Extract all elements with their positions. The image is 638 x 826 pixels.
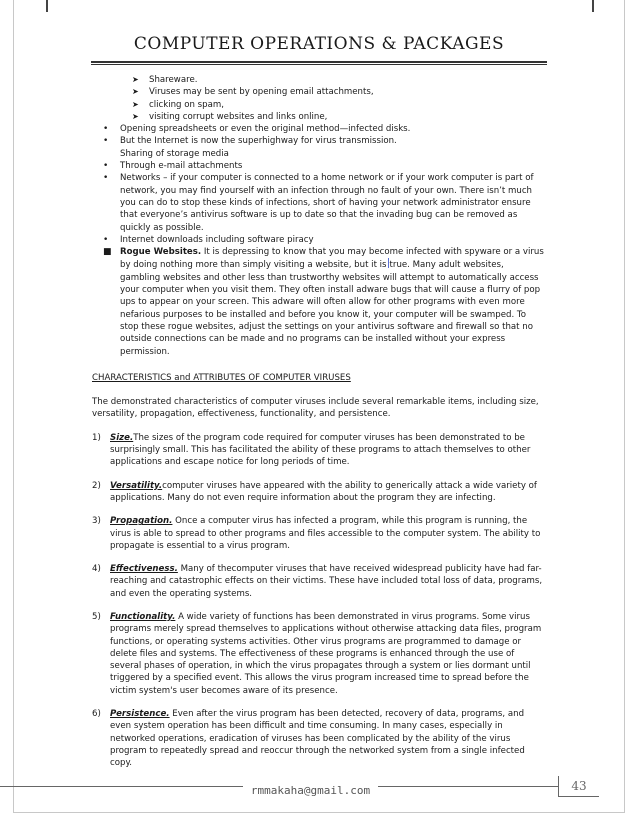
bullet-icon: • — [103, 234, 109, 245]
section-heading: CHARACTERISTICS and ATTRIBUTES OF COMPUTER VIRUSES — [92, 372, 351, 383]
arrow-bullet-icon: ➤ — [132, 87, 139, 97]
characteristic-functionality: 5) Functionality. A wide variety of functions has been demonstrated in virus programs. Some virus programs merely spread themselves to applications without otherwise attacking data files, program functions, or operating systems activities. Other virus programs are programmed to damage or delete files and systems. The effectiveness of these programs is enhanced through the use of several phases of operation, in which the virus propagates through a system or lies dormant until triggered by a specified event. This allows the virus program increased time to spread before the victim system's user becomes aware of its presence. — [92, 611, 542, 696]
bullet-icon: • — [103, 124, 109, 135]
characteristic-versatility: 2) Versatility.computer viruses have appeared with the ability to generically attack a wide variety of applications. Many do not even require information about the program they are infecting. — [92, 480, 537, 503]
page-header-title: COMPUTER OPERATIONS & PACKAGES — [133, 34, 505, 54]
list-item: ➤ Viruses may be sent by opening email attachments, — [132, 87, 374, 98]
list-item-continuation: Sharing of storage media — [120, 148, 229, 159]
list-item: • But the Internet is now the superhighway for virus transmission. — [103, 136, 397, 147]
corner-mark-left — [46, 0, 48, 12]
footer-email: rmmakaha@gmail.com — [250, 784, 371, 797]
list-item: ➤ Shareware. — [132, 75, 198, 85]
corner-mark-right — [592, 0, 594, 12]
characteristic-effectiveness: 4) Effectiveness. Many of thecomputer viruses that have received widespread publicity have had far-reaching and catastrophic effects on their victims. These have included total loss of data, programs, and even the operating systems. — [92, 564, 543, 599]
list-item: ➤ visiting corrupt websites and links online, — [132, 111, 328, 122]
footer-rule — [0, 786, 243, 787]
text-cursor — [388, 258, 389, 268]
document-body — [92, 74, 546, 770]
intro-paragraph: The demonstrated characteristics of computer viruses include several remarkable items, including size, versatility, propagation, effectiveness, functionality, and persistence. — [92, 397, 539, 420]
footer-rule — [378, 786, 558, 787]
arrow-bullet-icon: ➤ — [132, 111, 139, 121]
arrow-bullet-icon: ➤ — [132, 99, 139, 109]
characteristic-size: 1) Size.The sizes of the program code required for computer viruses has been demonstrated to be surprisingly small. This has facilitated the ability of these programs to attach themselves to other applications and escape notice for long periods of time. — [92, 432, 531, 468]
list-item: • Through e-mail attachments — [103, 161, 243, 172]
list-item: • Internet downloads including software piracy — [103, 234, 314, 245]
characteristic-propagation: 3) Propagation. Once a computer virus has infected a program, while this program is running, the virus is able to spread to other programs and files accessible to the computer system. The ability to propagate is essential to a virus program. — [92, 516, 541, 551]
bullet-icon: • — [103, 173, 109, 184]
list-item: ■ Rogue Websites. It is depressing to know that you may become infected with spyware or a virus by doing nothing more than simply visiting a website, but it is true. Many adult websites, gambling websites and other less than trustworthy websites will attempt to automatically access your computer when you visit them. They often install adware bugs that will cause a flurry of pop ups to appear on your screen. This adware will often allow for other programs with even more nefarious purposes to be installed and before you know it, your computer will be swamped. To stop these rogue websites, adjust the settings on your antivirus software and firewall so that no outside connections can be made and no programs can be installed without your express permission. — [103, 247, 544, 357]
bullet-icon: • — [103, 161, 109, 172]
rogue-websites-term: Rogue Websites. — [120, 247, 202, 258]
header-rule — [91, 61, 547, 63]
list-item: • Opening spreadsheets or even the original method—infected disks. — [103, 124, 411, 135]
arrow-bullet-icon: ➤ — [132, 75, 139, 84]
list-item: ➤ clicking on spam, — [132, 99, 224, 110]
characteristic-persistence: 6) Persistence. Even after the virus program has been detected, recovery of data, programs, and even system operation has been difficult and time consuming. In many cases, especially in networked operations, eradication of viruses has been complicated by the ability of the virus program to repeatedly spread and reoccur through the networked system from a single infected copy. — [92, 709, 525, 769]
header-rule-thin — [91, 64, 547, 65]
bullet-icon: • — [103, 136, 109, 147]
square-bullet-icon: ■ — [103, 247, 112, 258]
list-item: • Networks – if your computer is connected to a home network or if your work computer is part of network, you may find yourself with an infection through no fault of your own. There isn’t much you can do to stop these kinds of infections, short of having your network administrator ensure that everyone’s antivirus software is up to date so that the invading bug can be removed as quickly as possible. — [103, 173, 534, 233]
page-number: 43 — [558, 776, 599, 797]
